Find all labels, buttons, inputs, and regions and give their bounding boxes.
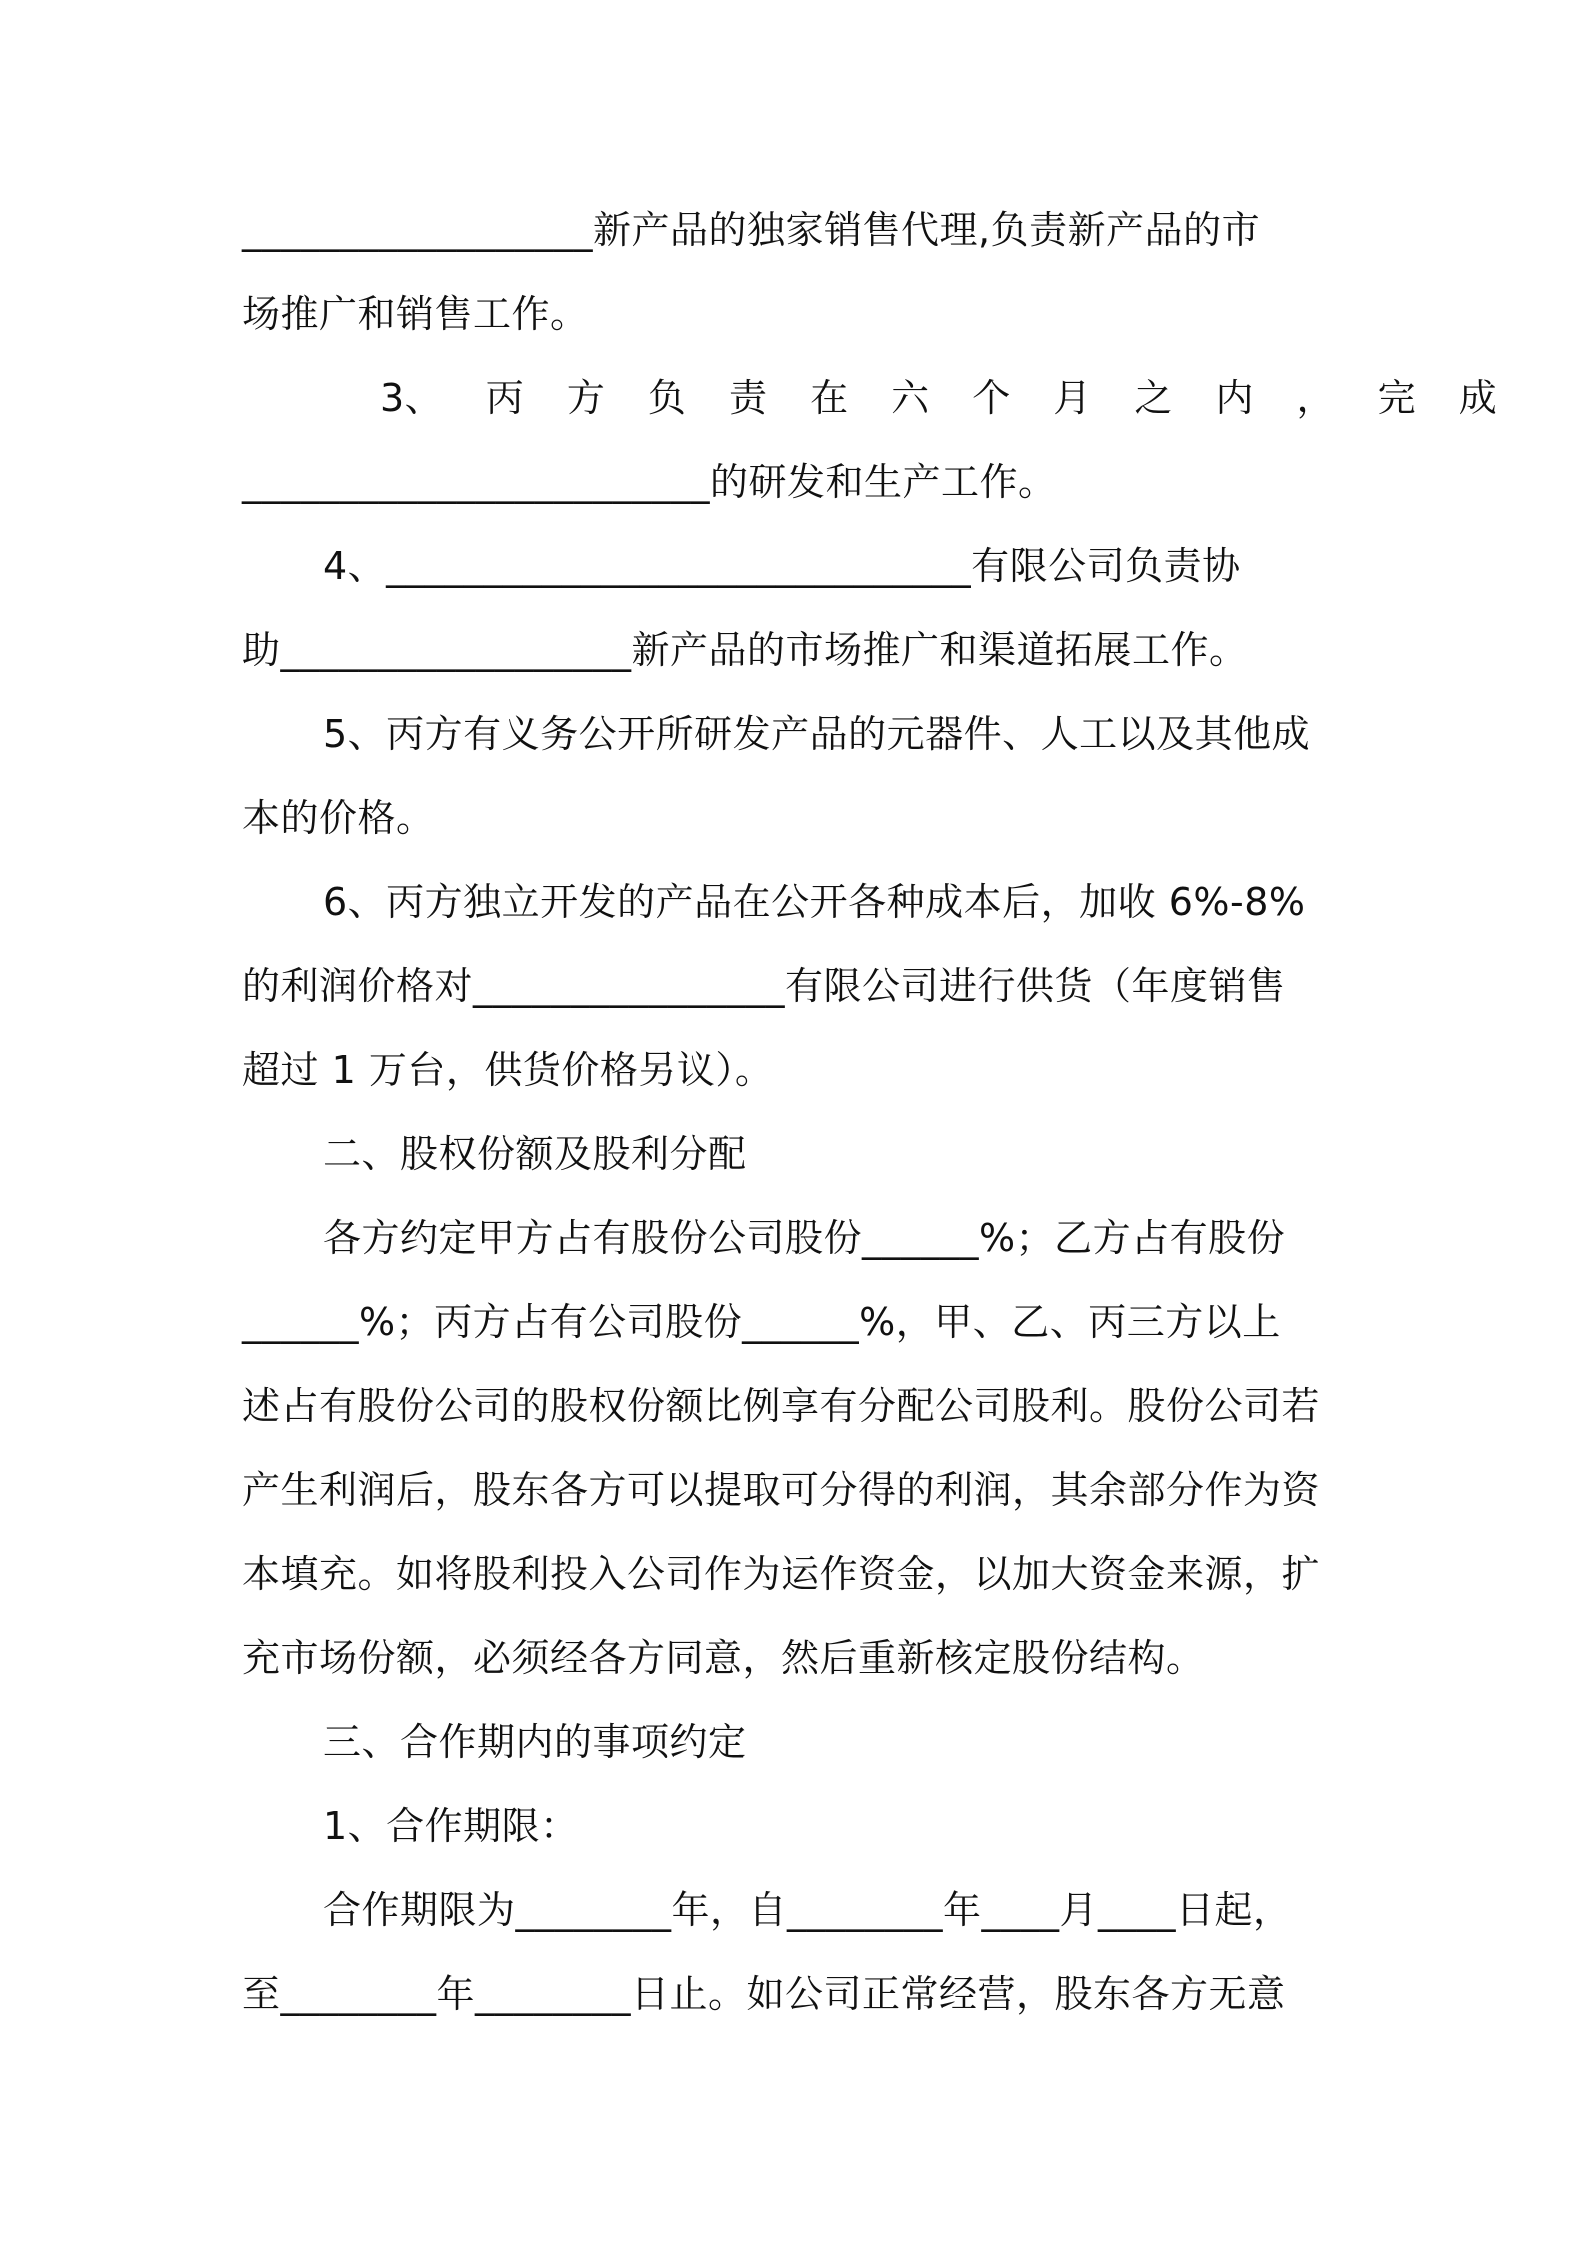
- text-line-20: 1、合作期限：: [323, 1804, 579, 1848]
- text-line-15: 述占有股份公司的股权份额比例享有分配公司股利。股份公司若: [242, 1384, 1321, 1428]
- section-heading-2: 二、股权份额及股利分配: [323, 1132, 747, 1176]
- text-line-13: 各方约定甲方占有股份公司股份______%；乙方占有股份: [323, 1216, 1286, 1260]
- text-line-16: 产生利润后，股东各方可以提取可分得的利润，其余部分作为资: [242, 1468, 1321, 1512]
- text-line-5: 4、______________________________有限公司负责协: [323, 544, 1241, 588]
- text-line-18: 充市场份额，必须经各方同意，然后重新核定股份结构。: [242, 1636, 1205, 1680]
- text-line-22: 至________年________日止。如公司正常经营，股东各方无意: [242, 1972, 1286, 2016]
- text-line-7: 5、丙方有义务公开所研发产品的元器件、人工以及其他成: [323, 712, 1311, 756]
- text-line-2: 场推广和销售工作。: [242, 292, 589, 336]
- text-line-14: ______%；丙方占有公司股份______%，甲、乙、丙三方以上: [242, 1300, 1281, 1344]
- text-line-21: 合作期限为________年，自________年____月____日起，: [323, 1888, 1292, 1932]
- text-line-1: __________________新产品的独家销售代理,负责新产品的市: [242, 208, 1261, 252]
- text-line-6: 助__________________新产品的市场推广和渠道拓展工作。: [242, 628, 1248, 672]
- text-line-10: 的利润价格对________________有限公司进行供货（年度销售: [242, 964, 1286, 1008]
- text-line-8: 本的价格。: [242, 796, 435, 840]
- text-line-17: 本填充。如将股利投入公司作为运作资金，以加大资金来源，扩: [242, 1552, 1321, 1596]
- text-line-11: 超过 1 万台，供货价格另议）。: [242, 1048, 774, 1092]
- text-line-4: ________________________的研发和生产工作。: [242, 460, 1057, 504]
- text-line-3: 3、 丙 方 负 责 在 六 个 月 之 内 ， 完 成: [380, 376, 1498, 420]
- section-heading-3: 三、合作期内的事项约定: [323, 1720, 747, 1764]
- text-line-9: 6、丙方独立开发的产品在公开各种成本后，加收 6%-8%: [323, 880, 1306, 924]
